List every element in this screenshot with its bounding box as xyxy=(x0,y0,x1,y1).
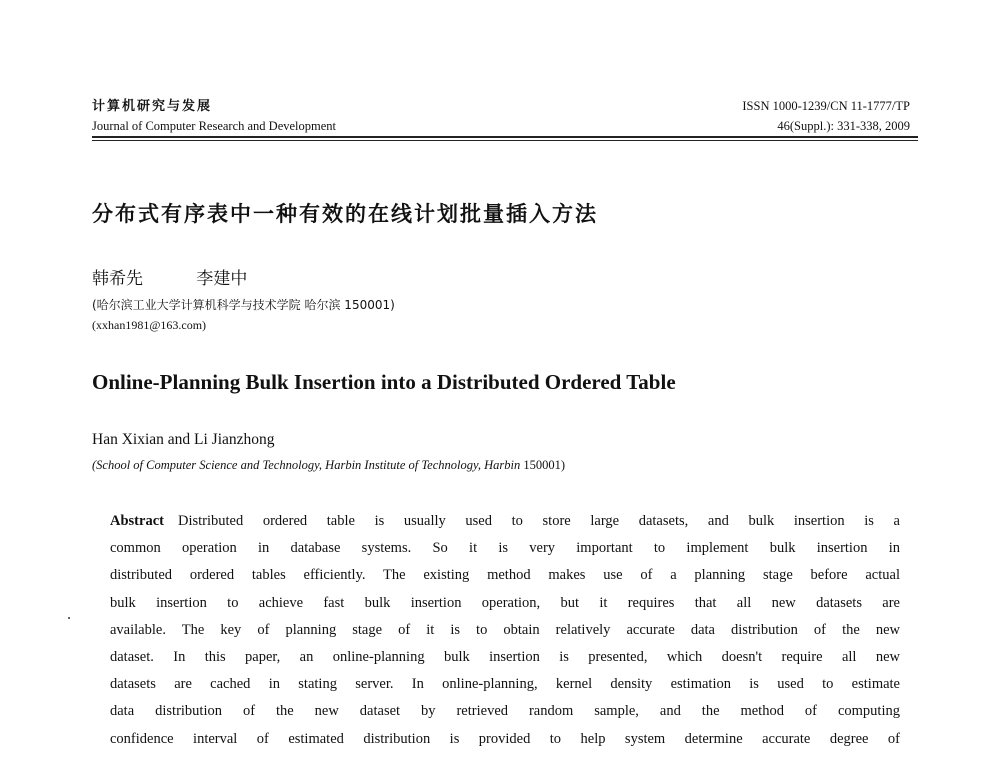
abstract-line: datasets are cached in stating server. In online-planning, kernel density estimation is used to estimate xyxy=(110,676,900,693)
affiliation-en-postcode: 150001) xyxy=(523,458,566,472)
authors-cn xyxy=(92,264,295,289)
abstract-line: confidence interval of estimated distribution is provided to help system determine accurate degree of xyxy=(110,730,900,747)
journal-issn-block xyxy=(742,96,910,136)
abstract-line: distributed ordered tables efficiently. The existing method makes use of a planning stage before actual xyxy=(110,567,900,584)
author-email: (xxhan1981@163.com) xyxy=(92,318,207,332)
affiliation-en xyxy=(92,458,565,473)
abstract-line: common operation in database systems. So it is very important to implement bulk insertion in xyxy=(110,540,900,557)
affiliation-cn: (哈尔滨工业大学计算机科学与技术学院 哈尔滨 150001) xyxy=(92,298,395,312)
authors-en: Han Xixian and Li Jianzhong xyxy=(92,431,275,448)
author-cn-1: 韩希先 xyxy=(92,269,143,289)
header-rule-thin xyxy=(92,140,918,141)
journal-name-en: Journal of Computer Research and Development xyxy=(92,119,337,133)
abstract-label: Abstract xyxy=(110,513,164,529)
scan-speck xyxy=(68,617,70,619)
author-cn-2: 李建中 xyxy=(196,269,248,289)
journal-name-cn: 计算机研究与发展 xyxy=(92,98,213,113)
abstract xyxy=(110,508,900,753)
abstract-line: Abstract Distributed ordered table is usually used to store large datasets, and bulk insertion is a xyxy=(110,513,900,529)
abstract-line: bulk insertion to achieve fast bulk insertion operation, but it requires that all new datasets are xyxy=(110,594,900,611)
journal-title-block xyxy=(92,96,336,136)
abstract-line: dataset. In this paper, an online-planning bulk insertion is presented, which doesn't require all new xyxy=(110,648,900,665)
abstract-line: available. The key of planning stage of it is to obtain relatively accurate data distribution of the new xyxy=(110,621,900,638)
abstract-line: data distribution of the new dataset by retrieved random sample, and the method of computing xyxy=(110,703,900,720)
volume-pages: 46(Suppl.): 331-338, 2009 xyxy=(777,119,910,133)
header-rule xyxy=(92,136,918,138)
issn: ISSN 1000-1239/CN 11-1777/TP xyxy=(742,99,910,113)
title-en: Online-Planning Bulk Insertion into a Distributed Ordered Table xyxy=(92,370,676,394)
title-cn: 分布式有序表中一种有效的在线计划批量插入方法 xyxy=(92,202,598,226)
affiliation-en-text: (School of Computer Science and Technology, Harbin Institute of Technology, Harbin xyxy=(92,458,521,472)
